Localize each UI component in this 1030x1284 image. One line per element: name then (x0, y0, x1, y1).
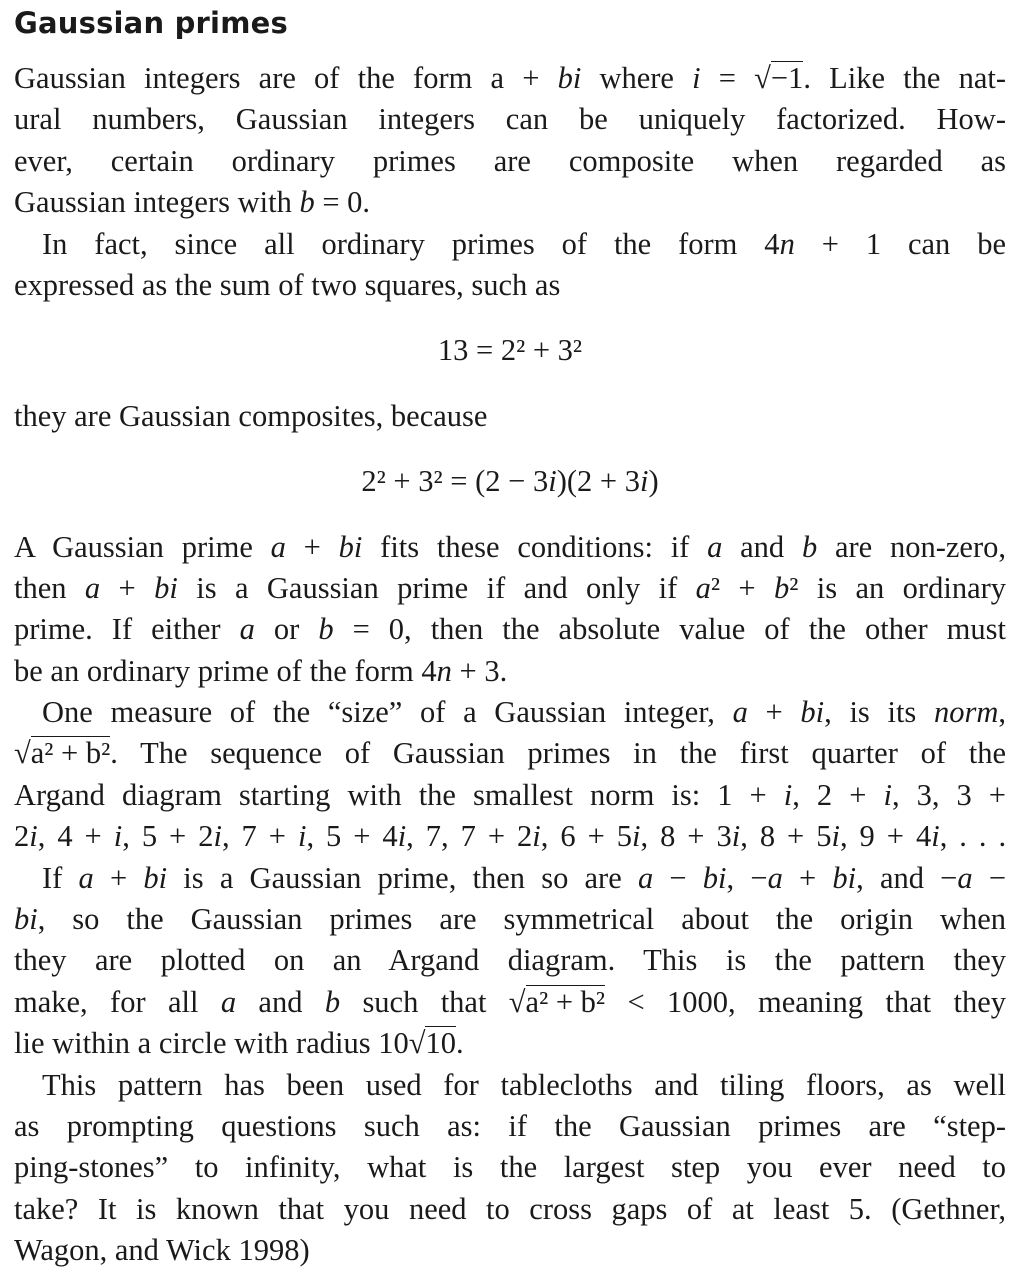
radicand: a² + b² (525, 984, 606, 1019)
math-variable: n (436, 653, 452, 688)
text-segment: + 1 can be (794, 226, 1006, 261)
math-variable: bi (702, 860, 727, 895)
math-variable: i (639, 464, 649, 499)
math-variable: i (213, 819, 222, 854)
math-variable: a (220, 984, 237, 1019)
section-heading: Gaussian primes (14, 6, 288, 40)
text-segment: lie within a circle with radius 10√ (14, 1026, 426, 1061)
text-segment: fits these conditions: if (362, 529, 708, 564)
text-segment: . Like the nat- (803, 61, 1006, 95)
math-variable: b (801, 529, 818, 564)
math-variable: i (113, 819, 123, 854)
text-segment: ural numbers, Gaussian integers can be uniquely factorized. How- (14, 102, 1006, 137)
text-segment: )(2 + 3 (556, 464, 640, 499)
math-variable: i (297, 819, 307, 854)
text-segment: In fact, since all ordinary primes of the form 4 (42, 226, 780, 261)
text-segment: ² is an ordinary (789, 570, 1007, 605)
text-segment: , 2 + (792, 777, 884, 812)
text-segment: they are plotted on an Argand diagram. This is the pattern they (14, 943, 1006, 978)
text-segment: ping-stones” to infinity, what is the largest step you ever need to (14, 1150, 1006, 1185)
text-segment: they are Gaussian composites, because (14, 398, 488, 433)
text-line (14, 858, 1006, 899)
text-line (14, 816, 1006, 857)
math-variable: bi (143, 860, 168, 895)
text-segment: expressed as the sum of two squares, such as (14, 267, 561, 302)
math-variable: a (707, 529, 723, 564)
math-variable: a (84, 570, 101, 605)
text-segment: = 0, then the absolute value of the other must (333, 612, 1006, 647)
text-segment: , 8 + 3 (640, 819, 732, 854)
text-line (14, 1230, 1006, 1271)
radicand: 10 (425, 1026, 456, 1061)
math-variable: i (692, 61, 701, 95)
text-line (14, 733, 1006, 774)
text-line (14, 940, 1006, 981)
text-segment: , is its (824, 695, 934, 730)
text-line (14, 1023, 1006, 1064)
math-variable: bi (338, 529, 363, 564)
text-segment: be an ordinary prime of the form 4 (14, 653, 437, 688)
text-segment: is a Gaussian prime, then so are (167, 860, 638, 895)
math-variable: a (270, 529, 286, 564)
math-variable: b (774, 570, 790, 605)
math-variable: a (239, 612, 255, 647)
text-line (14, 899, 1006, 940)
text-line (14, 141, 1006, 182)
math-variable: a (732, 695, 748, 730)
text-segment: , 3, 3 + (891, 777, 1006, 812)
text-segment: √ (14, 736, 31, 771)
text-segment: + 3. (451, 653, 508, 688)
math-variable: bi (832, 860, 857, 895)
body-text (14, 58, 1006, 1272)
text-segment: Wagon, and Wick 1998) (14, 1233, 310, 1268)
text-line (14, 396, 1006, 437)
text-line (14, 527, 1006, 568)
text-segment: + (100, 570, 155, 605)
text-line (14, 651, 1006, 692)
text-segment: prime. If either (14, 612, 240, 647)
text-segment: 2 (14, 819, 30, 854)
equation (14, 330, 1006, 371)
text-segment: or (254, 612, 319, 647)
text-segment: is a Gaussian prime if and only if (177, 570, 696, 605)
text-line (14, 1189, 1006, 1230)
radicand: −1 (770, 61, 804, 95)
text-segment: such that √ (340, 984, 526, 1019)
text-segment: take? It is known that you need to cross gaps of at least 5. (Gethner, (14, 1191, 1006, 1226)
math-variable: i (783, 777, 793, 812)
text-segment: One measure of the “size” of a Gaussian integer, (42, 695, 733, 730)
text-segment: ever, certain ordinary primes are composite when regarded as (14, 143, 1006, 178)
text-segment: + (93, 860, 144, 895)
math-variable: i (397, 819, 407, 854)
text-line (14, 265, 1006, 306)
text-line (14, 568, 1006, 609)
text-segment: + (504, 61, 558, 95)
text-segment: and (722, 529, 802, 564)
text-segment: < 1000, meaning that they (605, 984, 1006, 1019)
math-variable: a (637, 860, 654, 895)
text-segment: If (42, 860, 79, 895)
math-variable: a (767, 860, 783, 895)
math-variable: i (883, 777, 892, 812)
text-segment: are non-zero, (817, 529, 1007, 564)
text-segment: , 7 + (221, 819, 298, 854)
text-segment: a (490, 61, 505, 95)
text-segment: = √ (700, 61, 771, 95)
text-segment: = 0. (314, 185, 371, 220)
text-segment: , so the Gaussian primes are symmetrical about the origin when (37, 902, 1006, 937)
text-segment: ) (648, 464, 659, 499)
text-segment: 13 = 2² + 3² (437, 333, 583, 368)
text-segment: make, for all (14, 984, 221, 1019)
math-variable: bi (557, 61, 582, 95)
math-variable: i (532, 819, 541, 854)
text-segment: − (972, 860, 1007, 895)
math-variable: a (957, 860, 973, 895)
math-variable: i (29, 819, 38, 854)
math-variable: n (779, 226, 795, 261)
text-line (14, 224, 1006, 265)
math-variable: i (731, 819, 741, 854)
text-line (14, 1106, 1006, 1147)
text-segment: , − (726, 860, 768, 895)
text-segment: − (653, 860, 703, 895)
text-segment: , 5 + 4 (306, 819, 398, 854)
text-segment: Gaussian integers with (14, 185, 300, 220)
text-segment: Gaussian integers are of the form (14, 61, 491, 95)
text-line (14, 1147, 1006, 1188)
math-variable: bi (800, 695, 825, 730)
text-line (14, 982, 1006, 1023)
text-segment: as prompting questions such as: if the Gaussian primes are “step- (14, 1108, 1006, 1143)
math-variable: b (324, 984, 341, 1019)
math-variable: i (548, 464, 557, 499)
radicand: a² + b² (30, 736, 111, 771)
text-line (14, 58, 1006, 99)
text-segment: , 9 + 4 (839, 819, 932, 854)
text-line (14, 1065, 1006, 1106)
math-variable: b (299, 185, 315, 220)
text-segment: + (782, 860, 833, 895)
text-segment: where (581, 61, 693, 95)
math-variable: a (78, 860, 94, 895)
text-line (14, 609, 1006, 650)
math-variable: bi (154, 570, 178, 605)
text-line (14, 775, 1006, 816)
text-segment: , 7, 7 + 2 (406, 819, 533, 854)
text-segment: Argand diagram starting with the smallest norm is: 1 + (14, 777, 784, 812)
text-segment: A Gaussian prime (14, 529, 271, 564)
math-variable: bi (14, 902, 38, 937)
text-line (14, 99, 1006, 140)
text-segment: , 4 + (37, 819, 114, 854)
math-variable: b (318, 612, 334, 647)
text-segment: This pattern has been used for tablecloths and tiling floors, as well (42, 1067, 1006, 1102)
text-line (14, 182, 1006, 223)
text-segment: then (14, 570, 85, 605)
text-segment: + (285, 529, 339, 564)
text-segment: , and − (856, 860, 958, 895)
text-line (14, 692, 1006, 733)
text-segment: + (747, 695, 801, 730)
text-segment: , 5 + 2 (122, 819, 214, 854)
text-segment: , . . . (939, 819, 1007, 854)
math-variable: i (831, 819, 840, 854)
math-variable: i (931, 819, 940, 854)
math-variable: a (695, 570, 711, 605)
text-segment: , 6 + 5 (540, 819, 632, 854)
text-segment: and (236, 984, 325, 1019)
text-segment: , 8 + 5 (740, 819, 832, 854)
text-segment: . (455, 1026, 464, 1061)
text-segment: ² + (710, 570, 775, 605)
text-segment: . The sequence of Gaussian primes in the first quarter of the (110, 736, 1006, 771)
text-segment: 2² + 3² = (2 − 3 (361, 464, 549, 499)
text-segment: , (998, 695, 1007, 730)
math-variable: norm (933, 695, 999, 730)
equation (14, 461, 1006, 502)
math-variable: i (632, 819, 641, 854)
